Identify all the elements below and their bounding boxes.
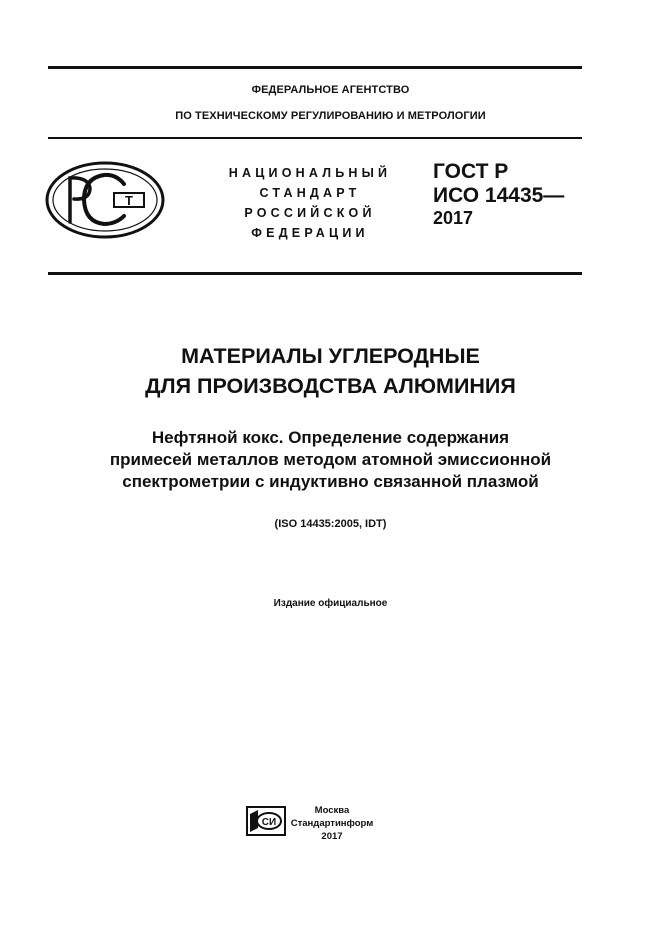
- publisher-name: Стандартинформ: [290, 818, 374, 829]
- svg-text:Т: Т: [125, 193, 133, 208]
- publisher-year: 2017: [321, 831, 343, 842]
- iso-reference: (ISO 14435:2005, IDT): [274, 518, 387, 530]
- agency-line-2: ПО ТЕХНИЧЕСКОМУ РЕГУЛИРОВАНИЮ И МЕТРОЛОГИИ: [175, 110, 486, 122]
- standard-type-line-3: РОССИЙСКОЙ: [244, 206, 376, 220]
- subtitle-line-3: спектрометрии с индуктивно связанной плазмой: [122, 472, 539, 491]
- designation-line-1: ГОСТ Р: [433, 160, 509, 183]
- edition-note: Издание официальное: [273, 598, 388, 609]
- standard-type-line-4: ФЕДЕРАЦИИ: [251, 226, 369, 240]
- standard-type-line-1: НАЦИОНАЛЬНЫЙ: [228, 166, 392, 180]
- rst-certification-mark-icon: [44, 160, 166, 240]
- subtitle-line-2: примесей металлов методом атомной эмиссионной: [109, 450, 552, 469]
- title-line-1: МАТЕРИАЛЫ УГЛЕРОДНЫЕ: [181, 344, 480, 368]
- subtitle-line-1: Нефтяной кокс. Определение содержания: [151, 428, 510, 447]
- designation-line-2: ИСО 14435—: [433, 184, 565, 207]
- standard-type-line-2: СТАНДАРТ: [259, 186, 361, 200]
- agency-line-1: ФЕДЕРАЛЬНОЕ АГЕНТСТВО: [251, 84, 410, 96]
- svg-text:СИ: СИ: [261, 817, 277, 828]
- title-line-2: ДЛЯ ПРОИЗВОДСТВА АЛЮМИНИЯ: [145, 374, 516, 398]
- standartinform-logo-icon: [246, 806, 286, 836]
- agency-rule: [48, 137, 582, 139]
- header-rule: [48, 272, 582, 275]
- publisher-city: Москва: [314, 805, 350, 816]
- designation-line-3: 2017: [433, 208, 474, 228]
- top-rule: [48, 66, 582, 69]
